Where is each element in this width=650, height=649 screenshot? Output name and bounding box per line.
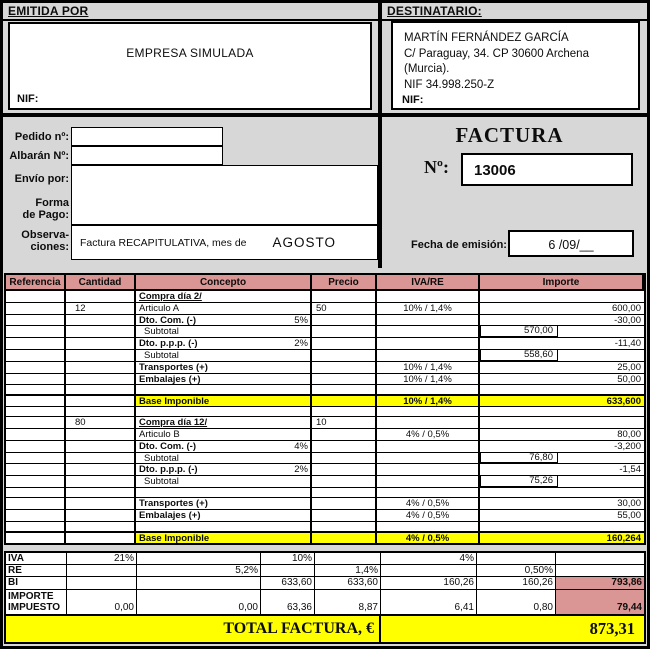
- tax-summary-table: [4, 551, 646, 644]
- cell-iva: [377, 291, 480, 302]
- summary-cell: 0,00: [137, 590, 261, 614]
- table-row-charge: [6, 510, 644, 522]
- cell-concepto: [136, 362, 312, 373]
- cell-precio: [312, 453, 377, 464]
- observaciones-text: Factura RECAPITULATIVA, mes de: [80, 236, 247, 249]
- cell-concepto: [136, 441, 312, 452]
- summary-row-importe-impuesto: [6, 590, 644, 615]
- table-row-discount: [6, 315, 644, 327]
- cell-referencia: [6, 476, 66, 487]
- summary-cell: [67, 577, 137, 589]
- cell-referencia: [6, 396, 66, 406]
- cell-iva: [377, 326, 480, 337]
- cell-precio: 10: [312, 417, 377, 428]
- summary-cell: [315, 553, 381, 564]
- cell-iva: 4% / 0,5%: [377, 498, 480, 509]
- summary-cell: 160,26: [477, 577, 556, 589]
- cell-concepto: [136, 374, 312, 385]
- table-row-blank: [6, 488, 644, 498]
- cell-importe: [480, 488, 644, 497]
- recipient-address-2: (Murcia).: [404, 63, 450, 75]
- cell-referencia: [6, 374, 66, 385]
- cell-referencia: [6, 464, 66, 475]
- recipient-address-1: C/ Paraguay, 34. CP 30600 Archena: [404, 47, 589, 60]
- concepto-text: Dto. Com. (-): [139, 314, 196, 326]
- summary-row-bi: [6, 577, 644, 590]
- cell-iva: [377, 522, 480, 531]
- summary-cell-total-bi: 793,86: [556, 577, 644, 589]
- cell-referencia: [6, 338, 66, 349]
- concepto-text: Dto. p.p.p. (-): [139, 464, 198, 476]
- cell-concepto: [136, 476, 312, 487]
- cell-cantidad: [66, 374, 136, 385]
- summary-cell: 21%: [67, 553, 137, 564]
- cell-iva: [377, 476, 480, 487]
- summary-cell: 0,00: [67, 590, 137, 614]
- concepto-text: Transportes (+): [139, 361, 208, 373]
- discount-pct: 2%: [294, 464, 308, 476]
- cell-referencia: [6, 488, 66, 497]
- cell-precio: [312, 429, 377, 440]
- cell-importe: [480, 407, 644, 416]
- summary-cell: 4%: [381, 553, 477, 564]
- cell-iva: 10% / 1,4%: [377, 303, 480, 314]
- cell-cantidad: [66, 338, 136, 349]
- table-row-subtotal: [6, 476, 644, 488]
- cell-precio: [312, 533, 377, 544]
- table-row-subtotal: [6, 326, 644, 338]
- cell-iva: 4% / 0,5%: [377, 429, 480, 440]
- summary-label-importe-impuesto: [6, 590, 67, 614]
- cell-importe: -1,54: [619, 464, 641, 476]
- table-row-charge: [6, 362, 644, 374]
- cell-cantidad: [66, 396, 136, 406]
- cell-precio: [312, 362, 377, 373]
- recipient-section-label: DESTINATARIO:: [387, 4, 482, 18]
- cell-iva: [377, 315, 480, 326]
- cell-importe: [480, 522, 644, 531]
- cell-precio: [312, 291, 377, 302]
- discount-pct: 5%: [294, 314, 308, 326]
- group-title: Compra día 12/: [139, 417, 208, 428]
- order-details-pane: [3, 117, 378, 268]
- cell-importe: [480, 453, 644, 464]
- cell-importe: -3,200: [614, 440, 641, 452]
- cell-importe: 50,00: [617, 373, 641, 385]
- cell-referencia: [6, 533, 66, 544]
- summary-cell: [137, 553, 261, 564]
- cell-iva: 4% / 0,5%: [377, 533, 480, 544]
- summary-cell: 6,41: [381, 590, 477, 614]
- cell-precio: 50: [312, 303, 377, 314]
- table-row-discount: [6, 464, 644, 476]
- cell-iva: [377, 385, 480, 394]
- summary-cell: 0,80: [477, 590, 556, 614]
- issuer-rule: [3, 19, 378, 21]
- summary-cell: 160,26: [381, 577, 477, 589]
- summary-label-iva: IVA: [6, 553, 67, 564]
- invoice-title: FACTURA: [455, 123, 564, 147]
- cell-precio: [312, 374, 377, 385]
- header-concepto: Concepto: [136, 275, 312, 289]
- concepto-text: Base Imponible: [139, 396, 210, 407]
- header-precio: Precio: [312, 275, 377, 289]
- cell-cantidad: [66, 498, 136, 509]
- cell-cantidad: [66, 476, 136, 487]
- summary-cell: 63,36: [261, 590, 315, 614]
- cell-precio: [312, 510, 377, 521]
- cell-cantidad: [66, 385, 136, 394]
- concepto-text: Transportes (+): [139, 497, 208, 509]
- forma-pago-label-2: de Pago:: [22, 209, 69, 221]
- cell-concepto: [136, 385, 312, 394]
- summary-label-re: RE: [6, 565, 67, 576]
- cell-concepto: [136, 326, 312, 337]
- issuer-box[interactable]: [8, 22, 372, 110]
- table-row-discount: [6, 441, 644, 453]
- cell-cantidad: [66, 362, 136, 373]
- cell-importe: 80,00: [617, 428, 641, 440]
- summary-row-iva: [6, 553, 644, 565]
- header-cantidad: Cantidad: [66, 275, 136, 289]
- cell-importe: [480, 291, 644, 302]
- cell-importe: 55,00: [617, 509, 641, 521]
- recipient-nif-label: NIF:: [402, 94, 424, 106]
- top-section: [3, 3, 647, 268]
- cell-precio: [312, 385, 377, 394]
- cell-cantidad: [66, 510, 136, 521]
- cell-concepto: [136, 350, 312, 361]
- cell-concepto: [136, 498, 312, 509]
- cell-cantidad: [66, 407, 136, 416]
- cell-referencia: [6, 326, 66, 337]
- cell-importe: 600,00: [611, 302, 641, 314]
- issuer-name: EMPRESA SIMULADA: [126, 46, 254, 60]
- issuer-section-label: EMITIDA POR: [8, 4, 89, 18]
- pedido-label: Pedido nº:: [14, 131, 69, 143]
- envio-input[interactable]: [71, 165, 378, 225]
- cell-precio: [312, 350, 377, 361]
- cell-referencia: [6, 429, 66, 440]
- summary-cell-total-impuesto: 79,44: [556, 590, 644, 614]
- cell-concepto: [136, 417, 312, 428]
- cell-referencia: [6, 315, 66, 326]
- header-importe: Importe: [480, 275, 644, 289]
- summary-cell: 1,4%: [315, 565, 381, 576]
- header-referencia: Referencia: [6, 275, 66, 289]
- total-factura-label: TOTAL FACTURA, €: [6, 616, 381, 642]
- cell-cantidad: [66, 291, 136, 302]
- cell-cantidad: [66, 315, 136, 326]
- albaran-label: Albarán Nº:: [9, 150, 69, 162]
- table-row-subtotal: [6, 350, 644, 362]
- cell-iva: [377, 441, 480, 452]
- summary-cell: [556, 565, 644, 576]
- table-row-blank: [6, 407, 644, 417]
- recipient-box[interactable]: [391, 21, 640, 110]
- invoice-header-pane: [382, 117, 647, 268]
- cell-iva: [377, 417, 480, 428]
- summary-cell: 0,50%: [477, 565, 556, 576]
- cell-iva: 10% / 1,4%: [377, 374, 480, 385]
- summary-cell: [137, 577, 261, 589]
- cell-concepto: [136, 338, 312, 349]
- subtotal-box: 570,00: [480, 326, 558, 337]
- cell-concepto: [136, 315, 312, 326]
- cell-referencia: [6, 303, 66, 314]
- summary-label-bi: BI: [6, 577, 67, 589]
- cell-referencia: [6, 510, 66, 521]
- observaciones-label-2: ciones:: [30, 241, 69, 253]
- cell-iva: 4% / 0,5%: [377, 510, 480, 521]
- cell-iva: [377, 407, 480, 416]
- forma-pago-label-1: Forma: [35, 197, 69, 209]
- cell-precio: [312, 396, 377, 406]
- cell-concepto: [136, 464, 312, 475]
- subtotal-box: 558,60: [480, 350, 558, 361]
- cell-importe: 160,264: [480, 533, 644, 544]
- cell-iva: [377, 338, 480, 349]
- cell-importe: [480, 385, 644, 394]
- cell-precio: [312, 476, 377, 487]
- observaciones-label-1: Observa-: [21, 229, 69, 241]
- table-row-base-imponible: [6, 395, 644, 407]
- cell-iva: [377, 453, 480, 464]
- observaciones-input[interactable]: [71, 225, 378, 260]
- summary-cell: 8,87: [315, 590, 381, 614]
- items-header-row: [6, 275, 644, 291]
- cell-importe: -30,00: [614, 314, 641, 326]
- summary-cell: 633,60: [261, 577, 315, 589]
- cell-referencia: [6, 291, 66, 302]
- concepto-text: Embalajes (+): [139, 509, 201, 521]
- cell-importe: [480, 326, 644, 337]
- issue-date-label: Fecha de emisión:: [411, 239, 507, 251]
- concepto-text: Subtotal: [144, 452, 179, 464]
- cell-referencia: [6, 385, 66, 394]
- concepto-text: Embalajes (+): [139, 373, 201, 385]
- table-row-base-imponible: [6, 532, 644, 544]
- concepto-text: Base Imponible: [139, 532, 210, 544]
- summary-cell: [67, 565, 137, 576]
- cell-cantidad: [66, 533, 136, 544]
- subtotal-box: 76,80: [480, 453, 558, 464]
- concepto-text: Subtotal: [144, 349, 179, 361]
- cell-iva: [377, 350, 480, 361]
- issue-date-input[interactable]: 6 /09/__: [508, 230, 634, 257]
- header-iva-re: IVA/RE: [377, 275, 480, 289]
- cell-precio: [312, 315, 377, 326]
- cell-referencia: [6, 441, 66, 452]
- table-row-item: [6, 303, 644, 315]
- cell-importe: [480, 417, 644, 428]
- cell-cantidad: [66, 326, 136, 337]
- cell-concepto: [136, 533, 312, 544]
- group-title: Compra día 2/: [139, 291, 202, 302]
- subtotal-box: 75,26: [480, 476, 558, 487]
- cell-importe: [480, 476, 644, 487]
- cell-importe: [480, 350, 644, 361]
- recipient-name: MARTÍN FERNÁNDEZ GARCÍA: [404, 32, 569, 44]
- table-row-blank: [6, 385, 644, 395]
- table-row-charge: [6, 374, 644, 386]
- cell-precio: [312, 522, 377, 531]
- label-line-2: IMPUESTO: [8, 601, 61, 613]
- discount-pct: 4%: [294, 440, 308, 452]
- summary-cell: [261, 565, 315, 576]
- cell-cantidad: [66, 429, 136, 440]
- recipient-pane: [382, 3, 647, 113]
- cell-cantidad: [66, 522, 136, 531]
- albaran-input[interactable]: [71, 146, 223, 165]
- concepto-text: Dto. Com. (-): [139, 440, 196, 452]
- cell-referencia: [6, 417, 66, 428]
- cell-referencia: [6, 522, 66, 531]
- cell-iva: [377, 464, 480, 475]
- cell-referencia: [6, 362, 66, 373]
- cell-referencia: [6, 350, 66, 361]
- cell-concepto: [136, 453, 312, 464]
- cell-concepto: [136, 407, 312, 416]
- cell-cantidad: [66, 464, 136, 475]
- summary-cell: [381, 565, 477, 576]
- pedido-input[interactable]: [71, 127, 223, 146]
- cell-precio: [312, 338, 377, 349]
- envio-label: Envío por:: [14, 173, 69, 185]
- cell-cantidad: 12: [66, 303, 136, 314]
- total-row: [6, 615, 644, 642]
- issuer-pane: [3, 3, 378, 113]
- cell-iva: 10% / 1,4%: [377, 396, 480, 406]
- cell-importe: 633,600: [480, 396, 644, 406]
- table-row-charge: [6, 498, 644, 510]
- issuer-nif-label: NIF:: [17, 93, 39, 105]
- table-row-blank: [6, 522, 644, 532]
- cell-concepto: [136, 291, 312, 302]
- concepto-text: Dto. p.p.p. (-): [139, 338, 198, 349]
- invoice-number-input[interactable]: 13006: [461, 153, 633, 186]
- cell-importe: 30,00: [617, 497, 641, 509]
- cell-importe: 25,00: [617, 361, 641, 373]
- cell-concepto: [136, 303, 312, 314]
- cell-iva: [377, 488, 480, 497]
- cell-iva: 10% / 1,4%: [377, 362, 480, 373]
- cell-concepto: [136, 522, 312, 531]
- table-row-item: [6, 429, 644, 441]
- table-row-discount: [6, 338, 644, 350]
- summary-cell: [556, 553, 644, 564]
- observaciones-month: AGOSTO: [272, 235, 337, 250]
- concepto-text: Subtotal: [144, 326, 179, 338]
- cell-precio: [312, 407, 377, 416]
- concepto-text: Articulo B: [139, 428, 180, 440]
- summary-cell: 633,60: [315, 577, 381, 589]
- total-factura-value: 873,31: [381, 616, 644, 642]
- cell-concepto: [136, 396, 312, 406]
- discount-pct: 2%: [294, 338, 308, 349]
- table-row-group-header: [6, 291, 644, 303]
- cell-importe: -11,40: [614, 338, 641, 349]
- items-table: [4, 273, 646, 545]
- table-row-subtotal: [6, 453, 644, 465]
- cell-cantidad: [66, 488, 136, 497]
- cell-cantidad: [66, 453, 136, 464]
- table-row-group-header: [6, 417, 644, 429]
- summary-cell: 5,2%: [137, 565, 261, 576]
- cell-cantidad: [66, 441, 136, 452]
- summary-cell: 10%: [261, 553, 315, 564]
- cell-cantidad: 80: [66, 417, 136, 428]
- cell-cantidad: [66, 350, 136, 361]
- cell-referencia: [6, 453, 66, 464]
- concepto-text: Articulo A: [139, 302, 180, 314]
- cell-precio: [312, 326, 377, 337]
- cell-precio: [312, 464, 377, 475]
- cell-concepto: [136, 488, 312, 497]
- label-line-1: IMPORTE: [8, 590, 54, 602]
- cell-precio: [312, 498, 377, 509]
- invoice-number-label: Nº:: [424, 157, 449, 177]
- summary-cell: [477, 553, 556, 564]
- cell-concepto: [136, 429, 312, 440]
- cell-concepto: [136, 510, 312, 521]
- concepto-text: Subtotal: [144, 476, 179, 487]
- summary-row-re: [6, 565, 644, 577]
- recipient-nif-line: NIF 34.998.250-Z: [404, 78, 495, 91]
- cell-precio: [312, 441, 377, 452]
- cell-referencia: [6, 407, 66, 416]
- cell-precio: [312, 488, 377, 497]
- cell-referencia: [6, 498, 66, 509]
